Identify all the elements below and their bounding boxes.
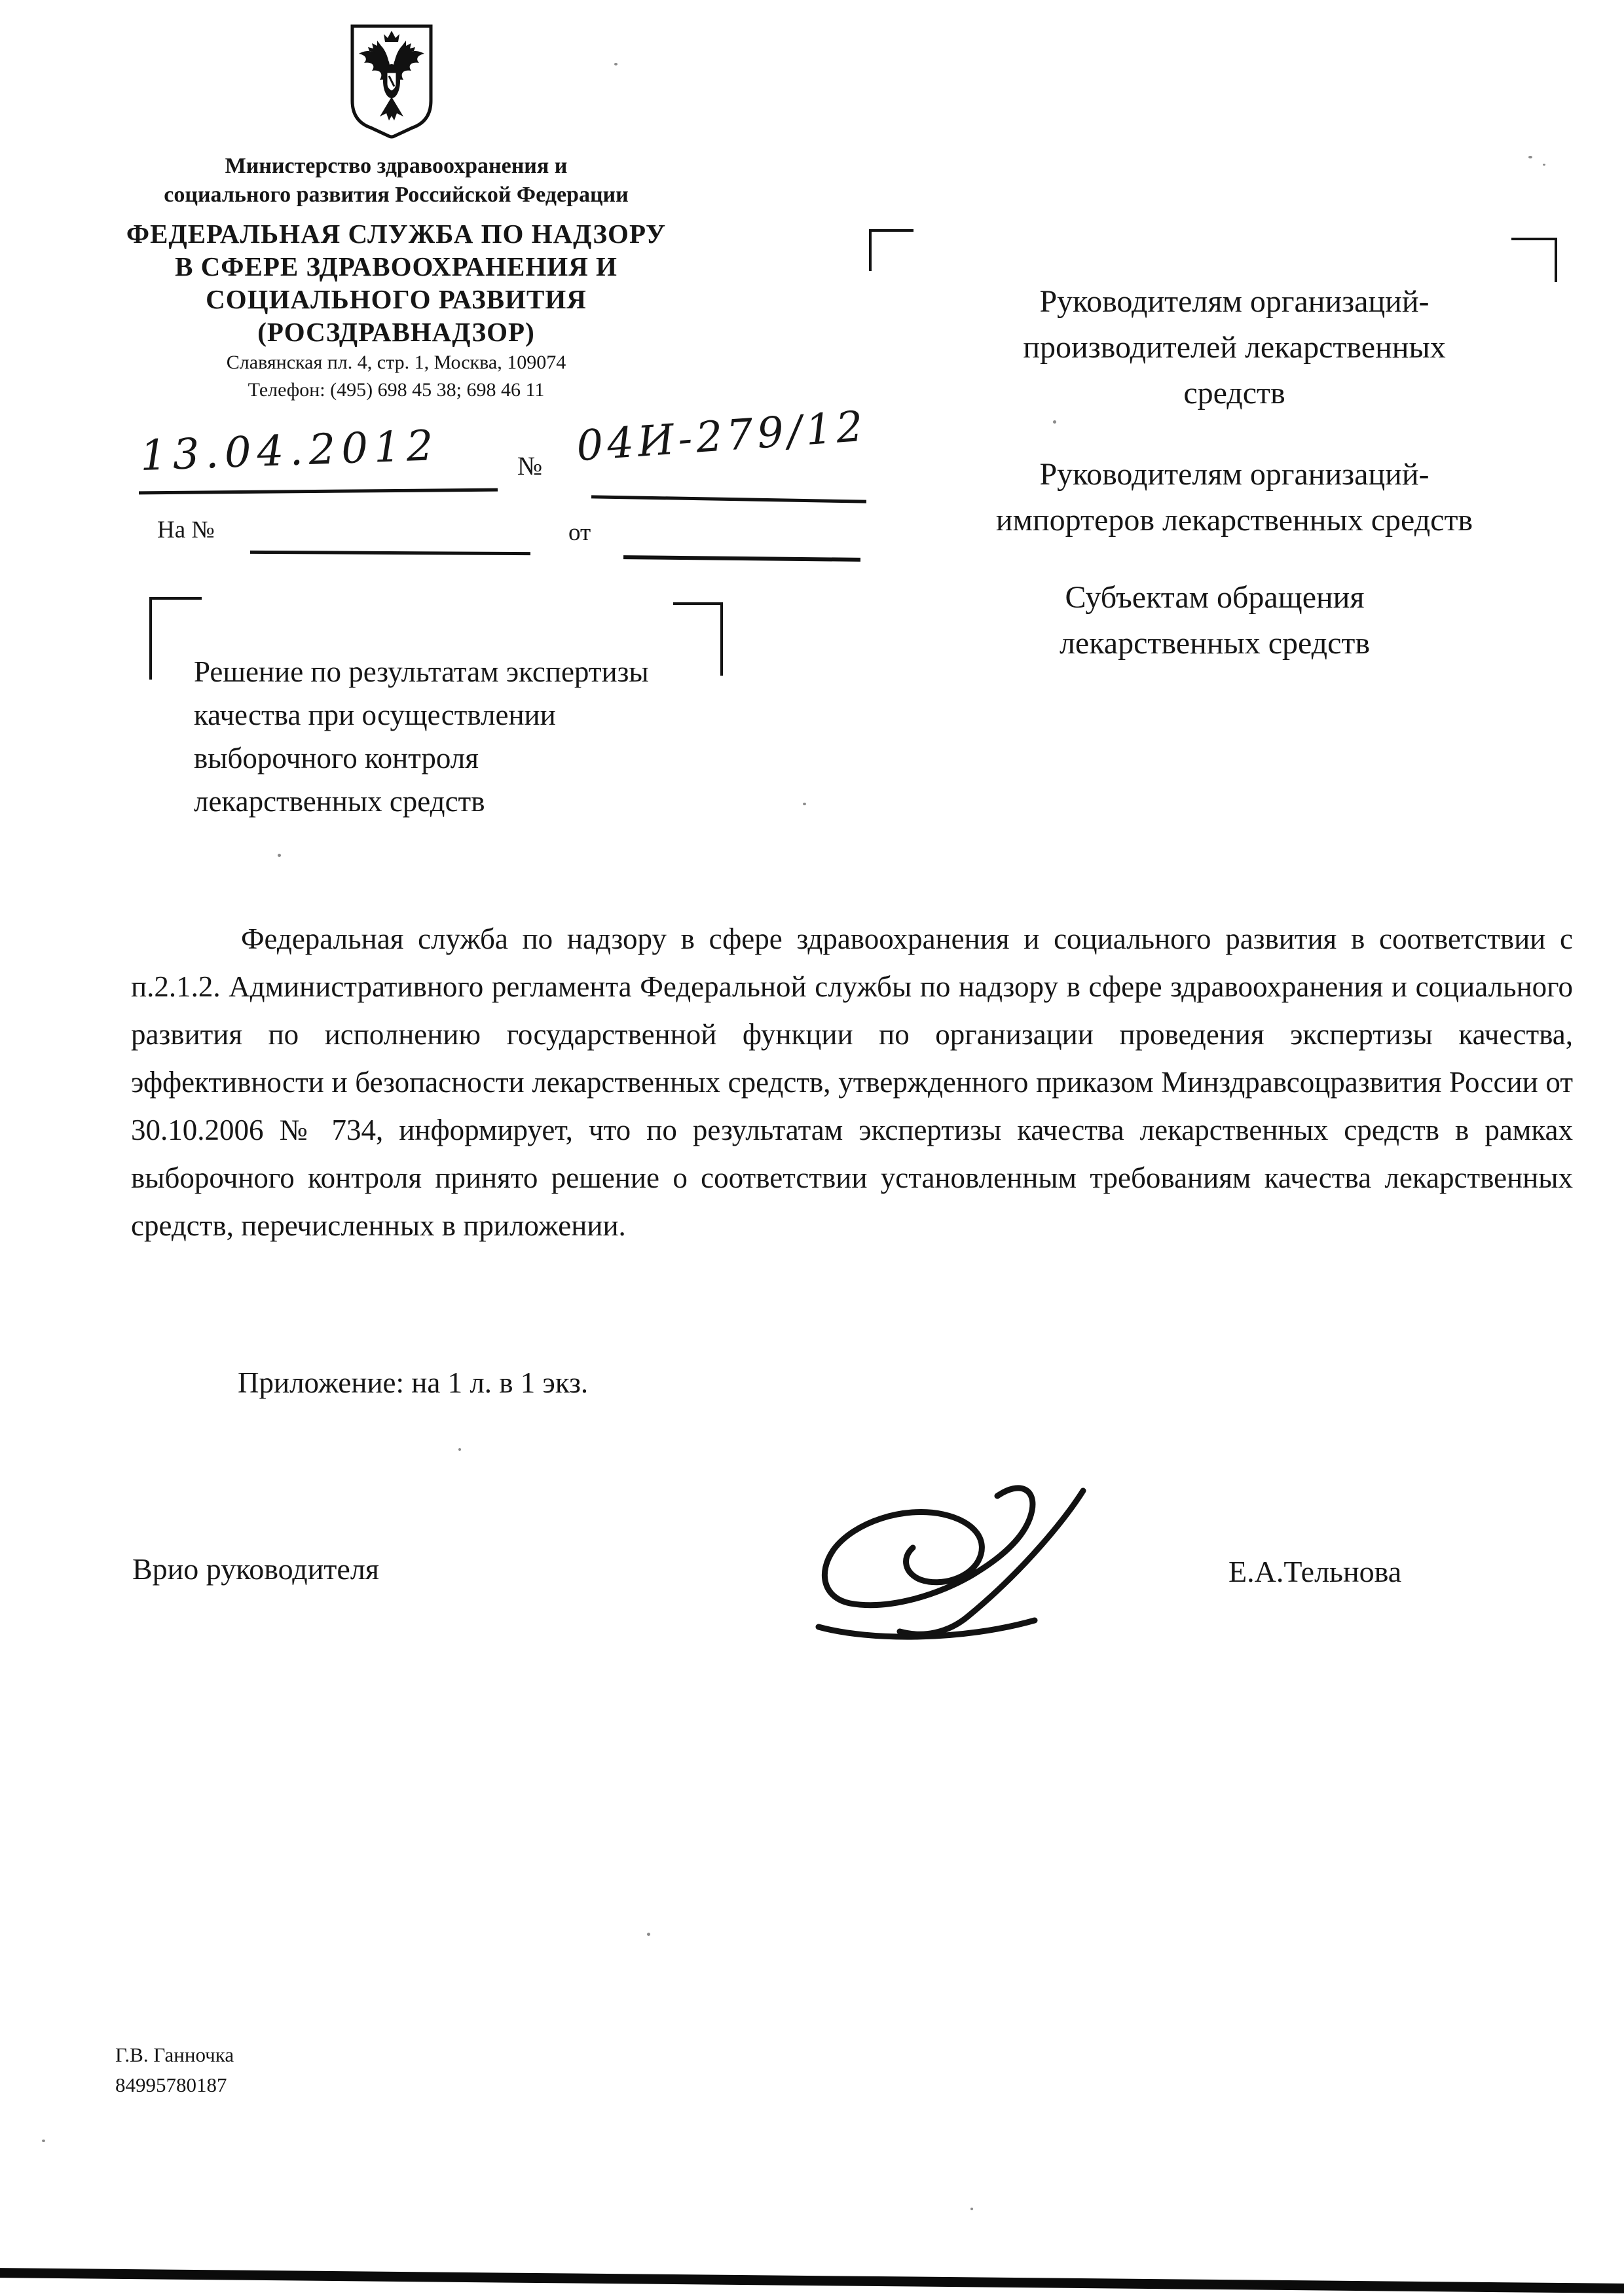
scan-noise-dot (458, 1448, 461, 1451)
recipient-block-circulation-subjects (891, 575, 1539, 666)
service-line: СОЦИАЛЬНОГО РАЗВИТИЯ (206, 284, 587, 314)
corner-mark-address-right (1511, 238, 1557, 282)
recipient-line: Руководителям организаций- (1039, 457, 1430, 492)
corner-mark-address-left (869, 229, 913, 271)
outgoing-date-handwritten: 13.04.2012 (139, 422, 440, 481)
subject-line: Решение по результатам экспертизы (194, 655, 649, 688)
recipient-line: импортеров лекарственных средств (995, 503, 1473, 538)
outgoing-number-handwritten: 04И-279/12 (574, 402, 869, 471)
scan-noise-dot (803, 803, 806, 805)
coat-of-arms-icon (348, 24, 435, 141)
service-line: (РОСЗДРАВНАДЗОР) (257, 317, 535, 347)
scan-noise-dot (970, 2208, 973, 2210)
subject-line: лекарственных средств (194, 785, 485, 818)
recipient-line: Субъектам обращения (1065, 580, 1365, 615)
recipient-block-manufacturers (910, 279, 1559, 416)
recipient-line: средств (1183, 376, 1285, 410)
scan-noise-dot (1528, 156, 1532, 158)
scan-noise-dot (614, 63, 618, 65)
recipient-block-importers (910, 452, 1559, 543)
signer-position: Врио руководителя (132, 1552, 379, 1586)
scan-noise-dot (647, 1933, 650, 1936)
scan-noise-dot (42, 2140, 45, 2142)
executor-name: Г.В. Ганночка (115, 2043, 234, 2066)
ministry-name (85, 152, 707, 210)
service-line: ФЕДЕРАЛЬНАЯ СЛУЖБА ПО НАДЗОРУ (126, 219, 667, 249)
service-phone: Телефон: (495) 698 45 38; 698 46 11 (248, 379, 545, 401)
body-paragraph: Федеральная служба по надзору в сфере здравоохранения и социального развития в соответствии с п.2.1.2. Административного регламента Федеральной службы по надзору в сфере здравоохранения и социального развития по исполнению государственной функции по организации проведения экспертизы качества, эффективности и безопасности лекарственных средств, утвержденного приказом Минздравсоцразвития России от 30.10.2006 № 734, информирует, что по результатам экспертизы качества лекарственных средств в рамках выборочного контроля принято решение о соответствии установленным требованиям качества лекарственных средств, перечисленных в приложении. (131, 922, 1573, 1242)
scan-noise-dot (278, 854, 281, 857)
service-line: В СФЕРЕ ЗДРАВООХРАНЕНИЯ И (175, 251, 618, 282)
subject-line: качества при осуществлении (194, 699, 556, 731)
recipient-line: производителей лекарственных (1023, 330, 1446, 365)
signer-name: Е.А.Тельнова (1228, 1555, 1402, 1588)
handwritten-signature-icon (752, 1474, 1132, 1646)
service-name (85, 217, 707, 348)
reply-date-blank-line (623, 555, 860, 562)
attachment-note: Приложение: на 1 л. в 1 экз. (238, 1366, 589, 1399)
number-underline (591, 495, 866, 503)
date-underline (139, 488, 498, 495)
reply-from-label: от (568, 519, 591, 546)
recipient-line: лекарственных средств (1059, 626, 1371, 661)
number-sign: № (517, 451, 543, 481)
service-address: Славянская пл. 4, стр. 1, Москва, 109074 (226, 352, 566, 373)
ministry-line: Министерство здравоохранения и (225, 154, 568, 178)
reply-ref-blank-line (250, 551, 530, 555)
executor-block (115, 2040, 234, 2100)
scan-noise-dot (1053, 420, 1056, 424)
recipient-line: Руководителям организаций- (1039, 284, 1430, 319)
subject-block (194, 650, 757, 823)
executor-phone: 84995780187 (115, 2073, 227, 2096)
scan-noise-dot (1543, 164, 1545, 166)
subject-line: выборочного контроля (194, 742, 479, 774)
reply-ref-label: На № (157, 517, 215, 543)
ministry-line: социального развития Российской Федерации (164, 183, 629, 207)
scan-artifact-bottom-edge (0, 2268, 1624, 2293)
